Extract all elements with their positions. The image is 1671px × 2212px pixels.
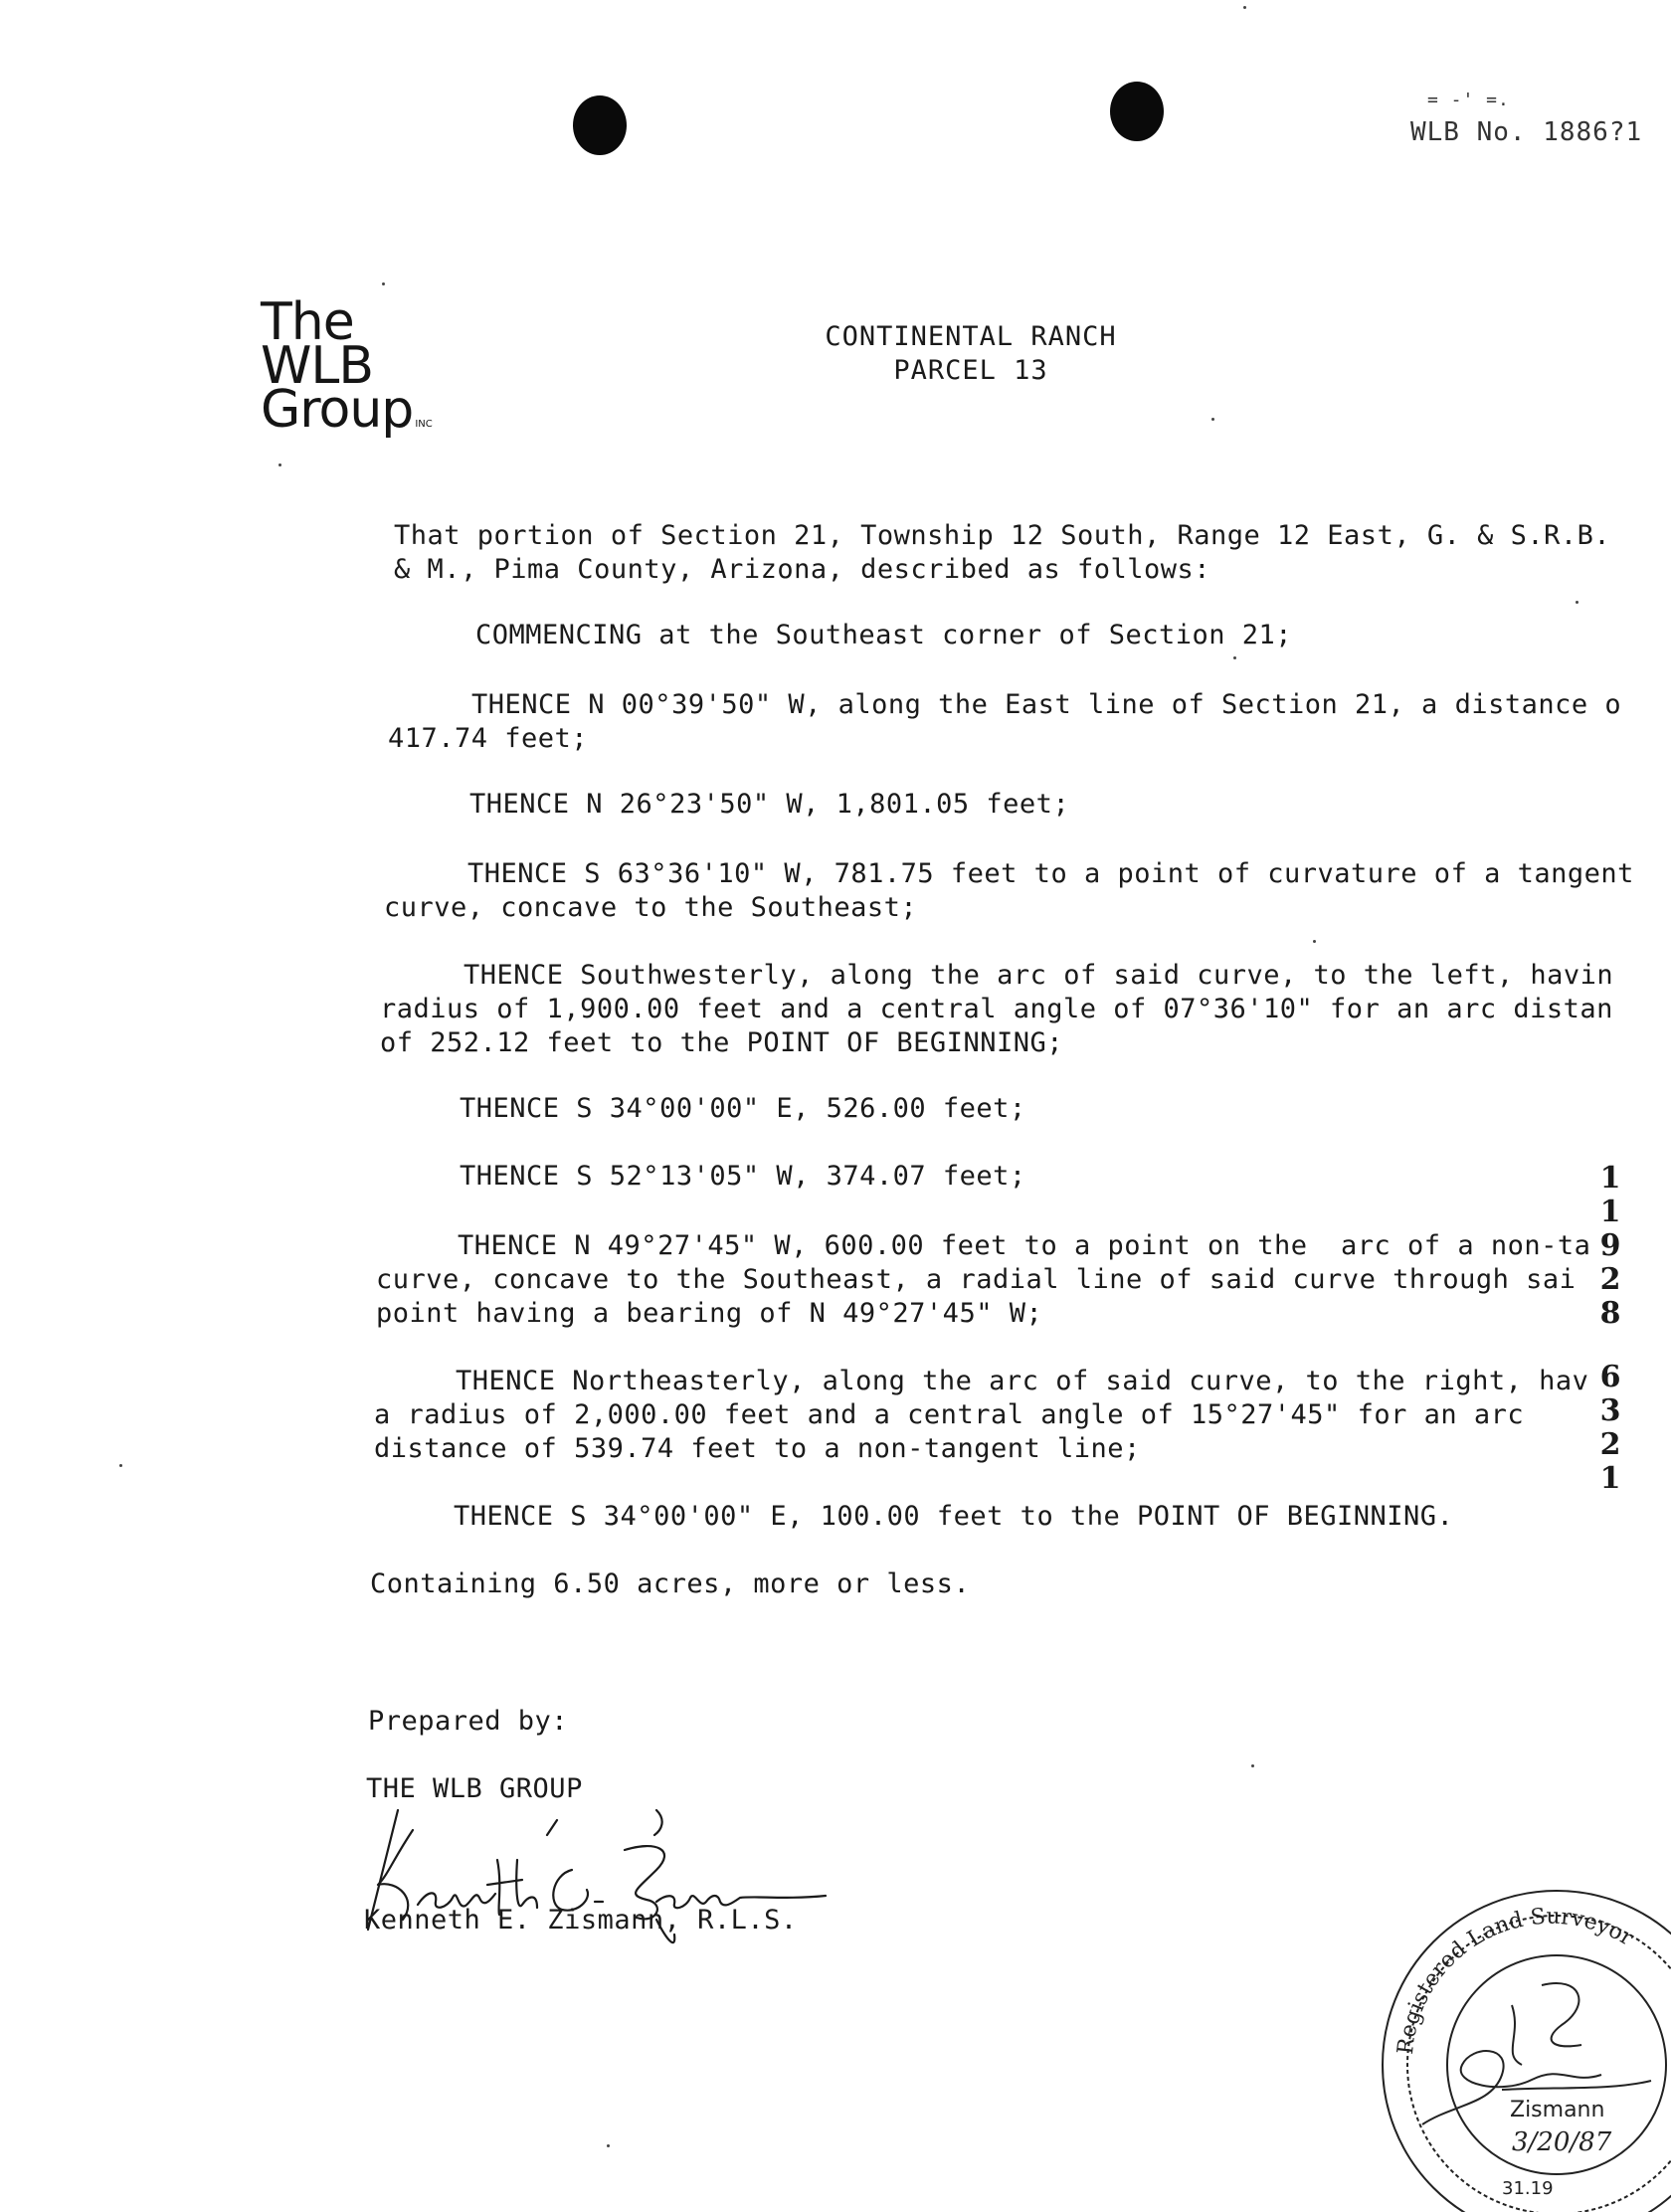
call-4-line-1: THENCE Southwesterly, along the arc of said curve, to the left, havin: [464, 960, 1614, 991]
intro-line-2: & M., Pima County, Arizona, described as follows:: [394, 554, 1211, 585]
call-8-line-2: a radius of 2,000.00 feet and a central angle of 15°27'45" for an arc: [374, 1399, 1525, 1430]
scan-speck: [119, 1464, 122, 1467]
company-name: THE WLB GROUP: [366, 1773, 583, 1804]
seal-date: 3/20/87: [1512, 2127, 1612, 2157]
call-2-line: THENCE N 26°23'50" W, 1,801.05 feet;: [469, 789, 1070, 820]
call-4-line-3: of 252.12 feet to the POINT OF BEGINNING;: [380, 1027, 1063, 1058]
margin-digit: 2: [1599, 1427, 1621, 1462]
call-8-line-3: distance of 539.74 feet to a non-tangent line;: [374, 1433, 1141, 1464]
call-9-line: THENCE S 34°00'00" E, 100.00 feet to the POINT OF BEGINNING.: [454, 1501, 1454, 1532]
logo-inc: INC: [415, 419, 433, 430]
scan-speck: [1211, 418, 1214, 421]
title-line-1: CONTINENTAL RANCH: [825, 321, 1117, 352]
title-line-2: PARCEL 13: [893, 355, 1048, 386]
scan-speck: [1576, 601, 1578, 604]
reference-marks: = -' =.: [1427, 90, 1510, 110]
scan-speck: [607, 2144, 610, 2147]
company-logo: [261, 292, 433, 447]
reference-number: WLB No. 1886?1: [1410, 117, 1643, 147]
margin-digit: 1: [1599, 1461, 1621, 1496]
scan-speck: [278, 463, 281, 466]
call-6-line: THENCE S 52°13'05" W, 374.07 feet;: [460, 1161, 1026, 1192]
margin-digit: 2: [1599, 1262, 1621, 1297]
call-3-line-2: curve, concave to the Southeast;: [384, 892, 918, 923]
seal-ring-text: Registered Land Surveyor: [1392, 1904, 1638, 2056]
margin-digit: 1: [1599, 1195, 1621, 1229]
seal-graphic: [1353, 1856, 1671, 2212]
hole-punch-right: [1110, 82, 1164, 141]
seal-name: Zismann: [1510, 2098, 1605, 2122]
call-1-line-1: THENCE N 00°39'50" W, along the East line of Section 21, a distance o: [471, 689, 1622, 720]
document-title: [722, 320, 1219, 388]
containing-line: Containing 6.50 acres, more or less.: [370, 1568, 971, 1599]
call-8-line-1: THENCE Northeasterly, along the arc of said curve, to the right, hav: [456, 1366, 1589, 1396]
logo-line-wlb: WLB: [261, 336, 374, 396]
margin-digit: 1: [1599, 1161, 1621, 1196]
scan-speck: [1243, 6, 1246, 9]
margin-digit: 8: [1599, 1296, 1621, 1331]
margin-digit: 3: [1599, 1393, 1621, 1428]
margin-digit: 9: [1599, 1228, 1621, 1263]
call-7-line-3: point having a bearing of N 49°27'45" W;: [376, 1298, 1043, 1329]
scan-speck: [382, 282, 385, 285]
call-7-line-2: curve, concave to the Southeast, a radial line of said curve through sai: [376, 1264, 1577, 1295]
scan-speck: [1313, 940, 1316, 943]
logo-line-the: The: [261, 292, 354, 352]
scan-speck: [1251, 1764, 1254, 1767]
call-4-line-2: radius of 1,900.00 feet and a central angle of 07°36'10" for an arc distan: [380, 994, 1613, 1024]
seal-cert: 31.19: [1502, 2178, 1554, 2199]
logo-line-group: Group: [261, 380, 414, 440]
call-1-line-2: 417.74 feet;: [388, 723, 589, 754]
intro-line-1: That portion of Section 21, Township 12 South, Range 12 East, G. & S.R.B.: [394, 520, 1611, 551]
margin-stamp-number: [1595, 1162, 1625, 1496]
commencing-line: COMMENCING at the Southeast corner of Section 21;: [475, 620, 1293, 650]
margin-digit: 6: [1599, 1360, 1621, 1394]
call-5-line: THENCE S 34°00'00" E, 526.00 feet;: [460, 1093, 1026, 1124]
prepared-by-label: Prepared by:: [368, 1706, 569, 1737]
scan-speck: [1233, 656, 1236, 659]
call-3-line-1: THENCE S 63°36'10" W, 781.75 feet to a point of curvature of a tangent: [467, 858, 1634, 889]
hole-punch-left: [573, 95, 627, 155]
signer-name: Kenneth E. Zismann, R.L.S.: [364, 1905, 798, 1936]
call-7-line-1: THENCE N 49°27'45" W, 600.00 feet to a point on the arc of a non-ta: [458, 1230, 1591, 1261]
surveyor-seal: [1353, 1856, 1671, 2212]
